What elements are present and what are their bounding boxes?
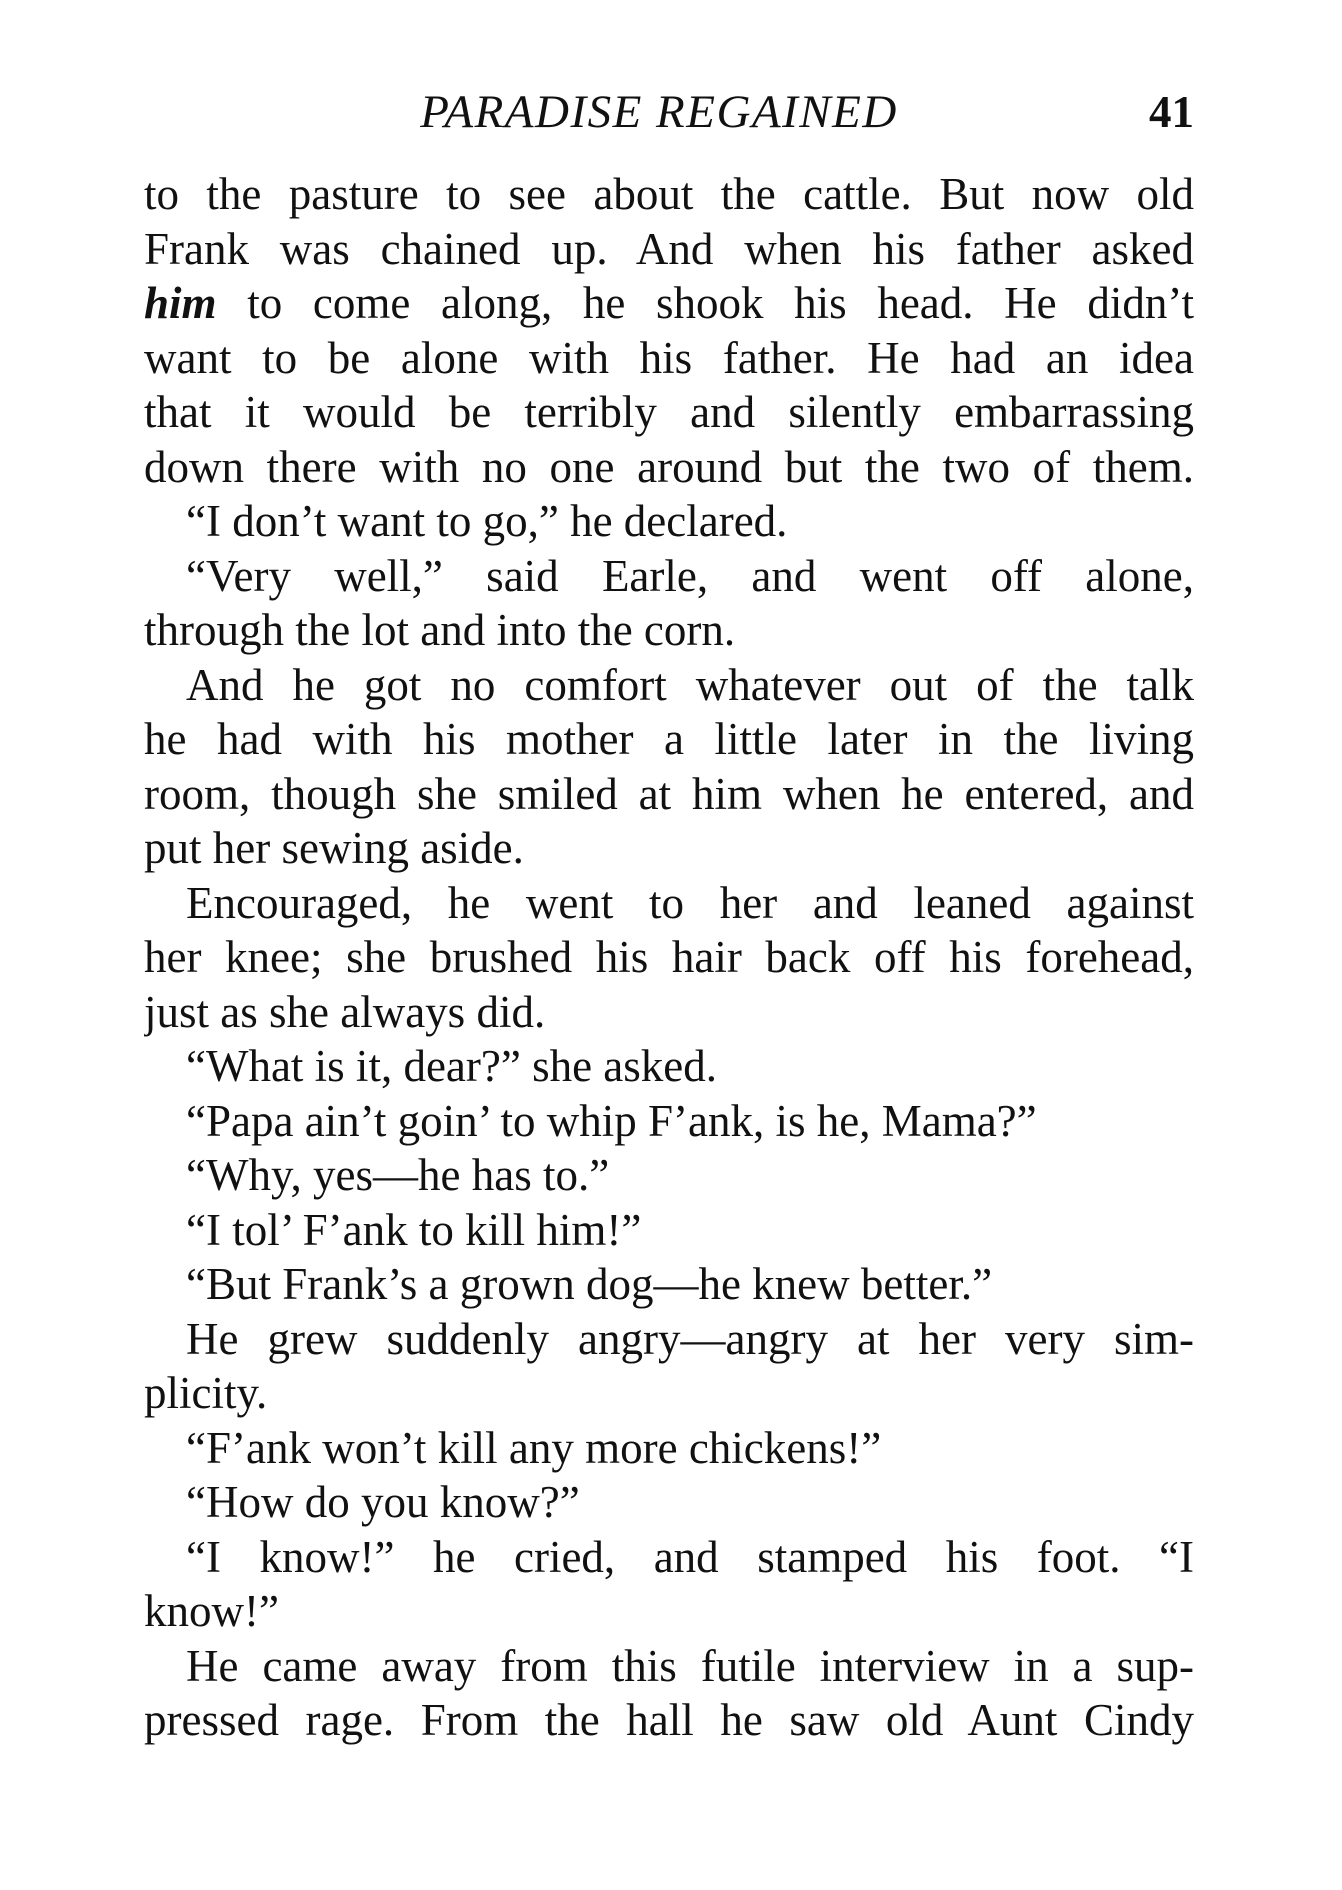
- text-line: He grew suddenly angry—angry at her very sim-: [186, 1313, 1194, 1364]
- text-line: “I tol’ F’ank to kill him!”: [186, 1204, 642, 1255]
- text-line: know!”: [144, 1586, 279, 1636]
- text-line: “Papa ain’t goin’ to whip F’ank, is he, Mama?”: [186, 1095, 1037, 1146]
- text-line: “F’ank won’t kill any more chickens!”: [186, 1422, 882, 1473]
- text-line: And he got no comfort whatever out of the talk: [186, 659, 1194, 710]
- text-line: put her sewing aside.: [144, 823, 524, 873]
- text-line: He came away from this futile interview in a sup-: [186, 1640, 1194, 1691]
- text-line: “I don’t want to go,” he declared.: [186, 496, 788, 546]
- text-line: Frank was chained up. And when his father asked: [144, 223, 1194, 274]
- text-line: “What is it, dear?” she asked.: [186, 1041, 718, 1091]
- text-line: “Very well,” said Earle, and went off alone,: [186, 550, 1194, 601]
- text-line: to the pasture to see about the cattle. But now old: [144, 169, 1194, 219]
- italic-word: him: [144, 278, 217, 328]
- text-line: “I know!” he cried, and stamped his foot. “I: [186, 1531, 1194, 1582]
- page-number: 41: [1149, 87, 1194, 137]
- text-line: down there with no one around but the two of them.: [144, 441, 1194, 492]
- body-text: [144, 167, 1194, 1748]
- text-line: Encouraged, he went to her and leaned against: [186, 877, 1194, 928]
- text-line: that it would be terribly and silently embarrassing: [144, 387, 1194, 437]
- text-line: her knee; she brushed his hair back off his forehead,: [144, 932, 1194, 982]
- text-line: want to be alone with his father. He had an idea: [144, 332, 1194, 383]
- text-line: pressed rage. From the hall he saw old Aunt Cindy: [144, 1695, 1194, 1745]
- running-head: [144, 82, 1194, 142]
- text-line: “Why, yes—he has to.”: [186, 1150, 610, 1200]
- text-line: room, though she smiled at him when he entered, and: [144, 768, 1194, 819]
- running-title: PARADISE REGAINED: [420, 86, 898, 138]
- text-line: “But Frank’s a grown dog—he knew better.”: [186, 1259, 993, 1309]
- text-line: [144, 276, 1194, 331]
- text-line: just as she always did.: [144, 986, 546, 1037]
- text-line: plicity.: [144, 1368, 268, 1418]
- text-line: through the lot and into the corn.: [144, 605, 736, 655]
- text-line-rest: to come along, he shook his head. He didn’t: [216, 278, 1194, 328]
- text-line: “How do you know?”: [186, 1477, 580, 1527]
- text-line: he had with his mother a little later in the living: [144, 714, 1194, 764]
